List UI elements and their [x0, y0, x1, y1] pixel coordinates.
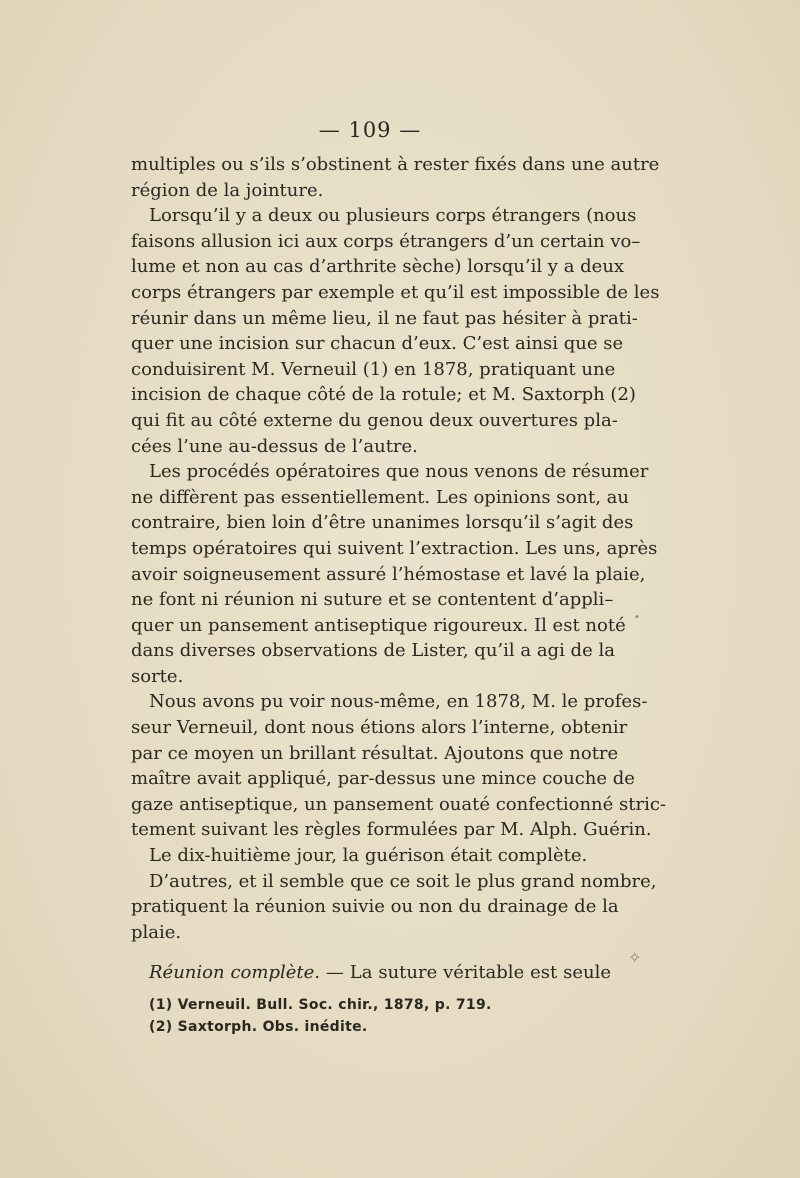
paragraph: [131, 459, 658, 689]
text-line: ne diffèrent pas essentiellement. Les opinions sont, au: [131, 486, 629, 508]
paragraph: [131, 203, 660, 459]
text-line: D’autres, et il semble que ce soit le plus grand nombre,: [149, 870, 657, 892]
text-line: quer un pansement antiseptique rigoureux. Il est noté: [131, 614, 626, 636]
footnote: (1) Verneuil. Bull. Soc. chir., 1878, p. 719.: [149, 997, 492, 1013]
text-line: Lorsqu’il y a deux ou plusieurs corps étrangers (nous: [149, 205, 637, 227]
text-line: par ce moyen un brillant résultat. Ajoutons que notre: [131, 742, 619, 764]
text-line: Les procédés opératoires que nous venons de résumer: [149, 461, 649, 483]
paragraph: [131, 689, 667, 868]
footnote: (2) Saxtorph. Obs. inédite.: [149, 1019, 368, 1035]
margin-mark-icon: ✧: [628, 948, 642, 967]
text-line: lume et non au cas d’arthrite sèche) lorsqu’il y a deux: [131, 256, 625, 278]
text-line: temps opératoires qui suivent l’extraction. Les uns, après: [131, 537, 658, 559]
section-heading-line: [131, 960, 611, 986]
text-line: cées l’une au-dessus de l’autre.: [131, 435, 418, 457]
text-line: qui fit au côté externe du genou deux ouvertures pla-: [131, 409, 618, 431]
section-title: Réunion complète.: [149, 962, 320, 984]
paragraph: [131, 869, 657, 946]
text-line: multiples ou s’ils s’obstinent à rester fixés dans une autre: [131, 154, 660, 175]
text-line: contraire, bien loin d’être unanimes lorsqu’il s’agit des: [131, 512, 634, 534]
text-line: ne font ni réunion ni suture et se contentent d’appli–: [131, 589, 614, 611]
margin-dot-icon: •: [634, 612, 640, 623]
body-text: [131, 152, 667, 986]
text-line: sorte.: [131, 665, 184, 687]
text-line: quer une incision sur chacun d’eux. C’est ainsi que se: [131, 333, 624, 355]
text-line: incision de chaque côté de la rotule; et M. Saxtorph (2): [131, 384, 636, 406]
text-line: maître avait appliqué, par-dessus une mince couche de: [131, 768, 635, 790]
text-line: dans diverses observations de Lister, qu’il a agi de la: [131, 640, 615, 662]
text-line: tement suivant les règles formulées par M. Alph. Guérin.: [131, 819, 652, 841]
text-line: avoir soigneusement assuré l’hémostase et lavé la plaie,: [131, 563, 646, 585]
text-line: Le dix-huitième jour, la guérison était complète.: [149, 845, 588, 867]
text-line: plaie.: [131, 921, 182, 943]
text-line: faisons allusion ici aux corps étrangers d’un certain vo–: [131, 230, 641, 252]
text-line: pratiquent la réunion suivie ou non du drainage de la: [131, 896, 619, 918]
text-line: conduisirent M. Verneuil (1) en 1878, pratiquant une: [131, 358, 616, 380]
text-line: seur Verneuil, dont nous étions alors l’interne, obtenir: [131, 717, 628, 739]
text-line: corps étrangers par exemple et qu’il est impossible de les: [131, 281, 660, 303]
text-line: gaze antiseptique, un pansement ouaté confectionné stric-: [131, 793, 667, 815]
section-gap: [131, 945, 611, 960]
section-text: — La suture véritable est seule: [320, 962, 611, 984]
footnotes: [149, 994, 609, 1038]
paragraph: [131, 152, 660, 203]
page-number: — 109 —: [318, 118, 422, 142]
text-line: réunir dans un même lieu, il ne faut pas hésiter à prati-: [131, 307, 638, 329]
text-line: région de la jointure.: [131, 179, 324, 201]
text-line: Nous avons pu voir nous-même, en 1878, M. le profes-: [149, 691, 648, 713]
